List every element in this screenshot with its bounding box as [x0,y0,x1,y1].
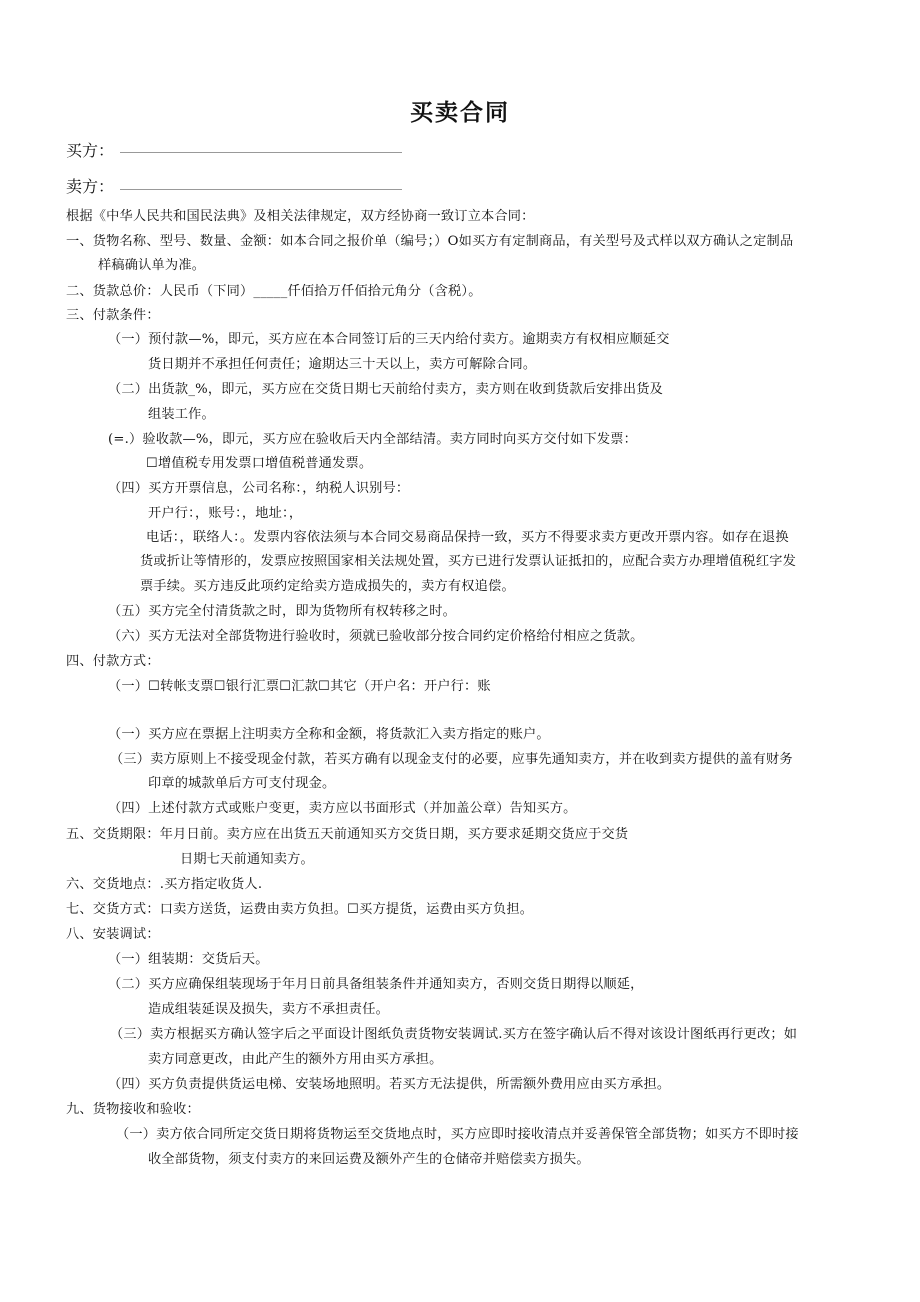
clause-1-text-cont: 样稿确认单为准。 [98,258,206,273]
clause-8-1: （一）组装期：交货后天。 [108,952,269,967]
clause-4-heading: 四、付款方式： [66,654,160,669]
seller-underline [120,189,402,190]
clause-9-heading: 九、货物接收和验收： [66,1102,200,1117]
clause-9-1-cont: 收全部货物，须支付卖方的来回运费及额外产生的仓储帝并赔偿卖方损失。 [148,1152,590,1167]
clause-8-heading: 八、安装调试： [66,927,160,942]
seller-label: 卖方： [66,177,115,196]
clause-5-text-cont: 日期七天前通知卖方。 [180,852,314,867]
clause-7-text: 七、交货方式：口卖方送货，运费由卖方负担。☐买方提货，运费由买方负担。 [66,902,534,917]
clause-3-4-contact: 电话：，联络人：。发票内容依法须与本合同交易商品保持一致，买方不得要求卖方更改开票内容。如存在退换 [146,530,789,545]
clause-4-1-payment-options: （一）☐转帐支票☐银行汇票☐汇款☐其它（开户名：开户行：账 [108,679,491,694]
clause-2-text: 二、货款总价：人民币（下同）_____仟佰拾万仟佰拾元角分（含税）。 [66,284,482,299]
preamble: 根据《中华人民共和国民法典》及相关法律规定，双方经协商一致订立本合同： [66,209,535,224]
clause-3-1: （一）预付款—%，即元，买方应在本合同签订后的三天内给付卖方。逾期卖方有权相应顺延交 [108,332,670,347]
seller-field [66,174,120,197]
page-title: 买卖合同 [410,99,510,126]
clause-8-2: （二）买方应确保组装现场于年月日前具备组装条件并通知卖方，否则交货日期得以顺延， [108,977,644,992]
clause-1-text: 一、货物名称、型号、数量、金额：如本合同之报价单（编号；）O如买方有定制商品，有关型号及式样以双方确认之定制品 [66,234,794,249]
clause-3-heading: 三、付款条件： [66,308,160,323]
clause-3-4-bank-info: 开户行：，账号：，地址：， [148,506,303,521]
clause-3-2: （二）出货款_%，即元，买方应在交货日期七天前给付卖方，卖方则在收到货款后安排出货及 [108,382,664,397]
clause-5-text: 五、交货期限：年月日前。卖方应在出货五天前通知买方交货日期，买方要求延期交货应于交货 [66,827,629,842]
clause-3-3-invoice-options: ☐增值税专用发票口增值税普通发票。 [146,456,373,471]
clause-9-1: （一）卖方依合同所定交货日期将货物运至交货地点时，买方应即时接收清点并妥善保管全部货物；如买方不即时接 [116,1127,799,1142]
clause-8-2-cont: 造成组装延误及损失，卖方不承担责任。 [148,1002,389,1017]
clause-3-3: (=.）验收款—%，即元，买方应在验收后天内全部结清。卖方同时向买方交付如下发票： [108,432,638,447]
clause-3-4-cont-2: 票手续。买方违反此项约定给卖方造成损失的，卖方有权追偿。 [140,579,515,594]
clause-6-text: 六、交货地点：.买方指定收货人. [66,877,263,892]
clause-4-3: （三）卖方原则上不接受现金付款，若买方确有以现金支付的必要，应事先通知卖方，并在收到卖方提供的盖有财务 [110,752,793,767]
clause-8-3-cont: 卖方同意更改，由此产生的额外方用由买方承担。 [148,1052,443,1067]
clause-3-4: （四）买方开票信息，公司名称：，纳税人识别号： [108,481,410,496]
clause-8-3: （三）卖方根据买方确认签字后之平面设计图纸负责货物安装调试.买方在签字确认后不得对该设计图纸再行更改；如 [110,1027,798,1042]
clause-4-3-cont: 印章的城款单后方可支付现金。 [148,776,336,791]
clause-4-1-b: （一）买方应在票据上注明卖方全称和金额，将货款汇入卖方指定的账户。 [108,727,550,742]
clause-3-4-cont-1: 货或折让等情形的，发票应按照国家相关法规处置，买方已进行发票认证抵扣的，应配合卖方办理增值税红字发 [140,554,796,569]
clause-3-5: （五）买方完全付清货款之时，即为货物所有权转移之时。 [108,604,457,619]
buyer-label: 买方： [66,141,115,160]
clause-8-4: （四）买方负责提供货运电梯、安装场地照明。若买方无法提供，所需额外费用应由买方承担。 [108,1077,671,1092]
buyer-underline [120,152,402,153]
clause-3-1-cont: 货日期并不承担任何责任；逾期达三十天以上，卖方可解除合同。 [148,357,537,372]
clause-3-6: （六）买方无法对全部货物进行验收时，须就已验收部分按合同约定价格给付相应之货款。 [108,629,644,644]
buyer-field [66,138,120,161]
clause-4-4: （四）上述付款方式或账户变更，卖方应以书面形式（并加盖公章）告知买方。 [108,801,577,816]
clause-3-2-cont: 组装工作。 [148,407,215,422]
